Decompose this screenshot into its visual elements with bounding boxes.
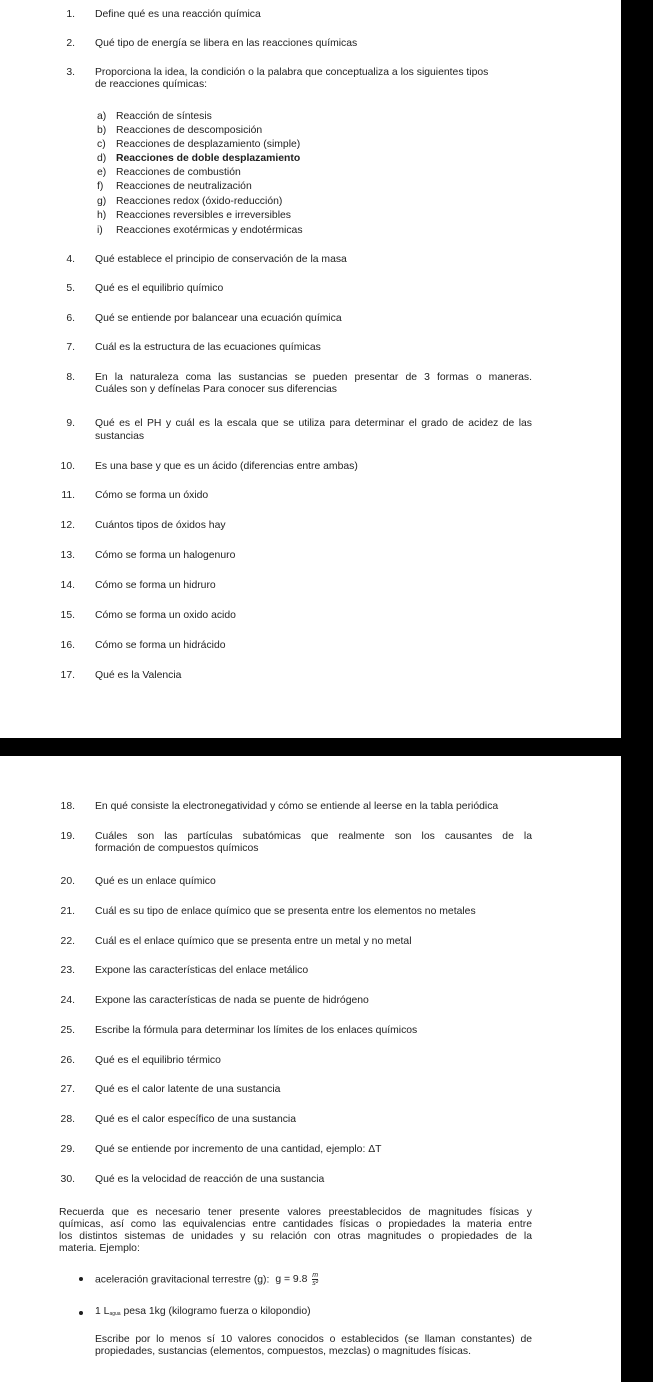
- gravity-formula: g = 9.8: [275, 1274, 308, 1286]
- document-page-2: 18. En qué consiste la electronegatividad y cómo se entiende al leerse en la tabla periódica 19. Cuáles son las partículas subatómicas que realmente son los causantes de la formación de compuestos químicos 20. Qué es un enlace químico 21. Cuál es su tipo de enlace químico que se presenta entre los elementos no metales 22. Cuál es el enlace químico que se presenta entre un metal y no metal 23. Expone las características del enlace metálico 24. Expone las características de nada se puente de hidrógeno 25. Escribe la fórmula para determinar los límites de los enlaces químicos 26. Qué es el equilibrio térmico 27. Qué es el calor latente de una sustancia 28. Qué es el calor específico de una sustancia 29. Qué se entiende por incremento de una cantidad, ejemplo: ΔT 30. Qué es la velocidad de reacción de una sustancia Recuerda que es necesario tener presente valores preestablecidos de magnitudes físicas y químicas, así como las equivalencias entre cantidades físicas o propiedades la materia entre los distintos sistemas de unidades y su relación con otras magnitudes o propiedades de la materia. Ejemplo: aceleración gravitacional terrestre (g): g = 9.8 $\frac{m}{\text{s²}}$ 1 $L_{agua}$ pesa 1kg (kilogramo fuerza o kilopondio) Escribe por lo menos sí 10 valores conocidos o establecidos (se llaman constantes) de propiedades, sustancias (elementos, compuestos, mezclas) o magnitudes físicas.: [0, 756, 621, 1382]
- units-fraction: $\frac{m}{\text{s²}}$: [312, 1272, 319, 1287]
- question-9-line-2: sustancias: [95, 431, 145, 442]
- question-8-line-2: Cuáles son y defínelas Para conocer sus diferencias: [95, 384, 338, 395]
- bullet-dot: [79, 1311, 83, 1315]
- question-19-line-2: formación de compuestos químicos: [95, 843, 259, 854]
- document-page-1: 1. Define qué es una reacción química 2. Qué tipo de energía se libera en las reacciones químicas 3. Proporciona la idea, la condición o la palabra que conceptualiza a los siguientes tipos de reacciones químicas: a) Reacción de síntesis b) Reacciones de descomposición c) Reacciones de desplazamiento (simple) d) Reacciones de doble desplazamiento e) Reacciones de combustión f) Reacciones de neutralización g) Reacciones redox (óxido-reducción) h) Reacciones reversibles e irreversibles i) Reacciones exotérmicas y endotérmicas 4. Qué establece el principio de conservación de la masa 5. Qué es el equilibrio químico 6. Qué se entiende por balancear una ecuación química 7. Cuál es la estructura de las ecuaciones químicas 8. En la naturaleza coma las sustancias se pueden presentar de 3 formas o maneras. Cuáles son y defínelas Para conocer sus diferencias 9. Qué es el PH y cuál es la escala que se utiliza para determinar el grado de acidez de las sustancias 10. Es una base y que es un ácido (diferencias entre ambas) 11. Cómo se forma un óxido 12. Cuántos tipos de óxidos hay 13. Cómo se forma un halogenuro 14. Cómo se forma un hidruro 15. Cómo se forma un oxido acido 16. Cómo se forma un hidrácido 17. Qué es la Valencia: [0, 0, 621, 738]
- question-3-line-2: de reacciones químicas:: [95, 79, 208, 90]
- bullet-dot: [79, 1277, 83, 1281]
